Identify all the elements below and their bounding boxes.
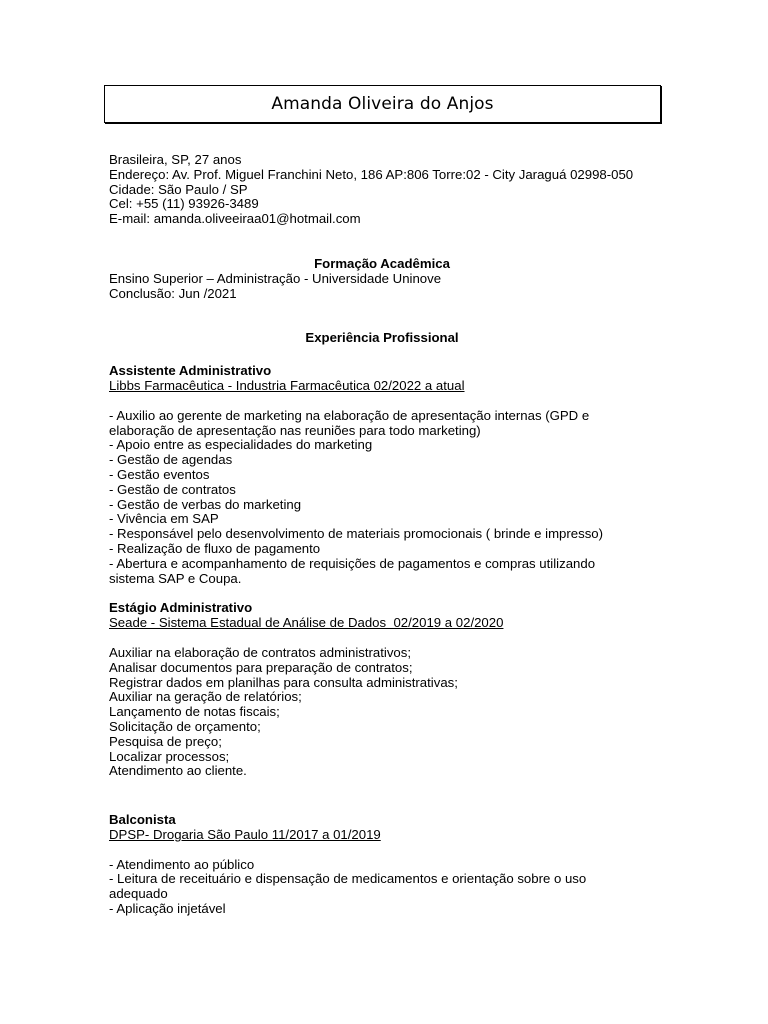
job-item: Lançamento de notas fiscais;	[109, 704, 280, 720]
job-item: - Leitura de receituário e dispensação de medicamentos e orientação sobre o uso	[109, 871, 587, 887]
job-item: sistema SAP e Coupa.	[109, 570, 242, 586]
job-item: - Responsável pelo desenvolvimento de materiais promocionais ( brinde e impresso)	[109, 526, 604, 542]
job-item: - Gestão de agendas	[109, 452, 233, 468]
name-header-box	[104, 85, 661, 123]
job-title: Balconista	[109, 812, 176, 828]
job-item: Analisar documentos para preparação de contratos;	[109, 659, 413, 675]
job-entry	[109, 601, 669, 779]
personal-info	[109, 153, 669, 227]
address: Endereço: Av. Prof. Miguel Franchini Neto, 186 AP:806 Torre:02 - City Jaraguá 02998-050	[109, 166, 634, 182]
job-item: elaboração de apresentação nas reuniões para todo marketing)	[109, 422, 481, 438]
job-item: Auxiliar na geração de relatórios;	[109, 689, 302, 705]
job-item: Auxiliar na elaboração de contratos administrativos;	[109, 644, 412, 660]
job-item: Localizar processos;	[109, 748, 230, 764]
job-company: Seade - Sistema Estadual de Análise de Dados 02/2019 a 02/2020	[109, 615, 504, 631]
job-title: Estágio Administrativo	[109, 600, 253, 616]
nationality-age: Brasileira, SP, 27 anos	[109, 152, 242, 167]
job-item: Atendimento ao cliente.	[109, 763, 247, 779]
job-company: Libbs Farmacêutica - Industria Farmacêutica 02/2022 a atual	[109, 377, 465, 393]
education-section	[109, 257, 669, 301]
job-item: - Gestão de contratos	[109, 481, 236, 497]
job-entry	[109, 364, 669, 586]
education-course: Ensino Superior – Administração - Universidade Uninove	[109, 270, 442, 286]
city: Cidade: São Paulo / SP	[109, 181, 248, 197]
experience-heading: Experiência Profissional	[305, 330, 459, 346]
job-title: Assistente Administrativo	[109, 363, 272, 379]
job-item: - Abertura e acompanhamento de requisições de pagamentos e compras utilizando	[109, 555, 596, 571]
job-item: - Gestão de verbas do marketing	[109, 496, 302, 512]
job-item: adequado	[109, 886, 168, 902]
experience-section	[109, 331, 669, 917]
job-company: DPSP- Drogaria São Paulo 11/2017 a 01/2019	[109, 826, 381, 842]
job-item: - Aplicação injetável	[109, 901, 226, 917]
job-item: - Atendimento ao público	[109, 856, 255, 872]
job-item: Solicitação de orçamento;	[109, 718, 261, 734]
job-item: - Realização de fluxo de pagamento	[109, 540, 321, 556]
job-item: Registrar dados em planilhas para consulta administrativas;	[109, 674, 458, 690]
education-heading: Formação Acadêmica	[314, 255, 450, 271]
job-item: - Auxilio ao gerente de marketing na elaboração de apresentação internas (GPD e	[109, 407, 590, 423]
resume-body	[109, 153, 669, 917]
job-item: - Gestão eventos	[109, 466, 210, 482]
candidate-name: Amanda Oliveira do Anjos	[271, 94, 494, 114]
phone: Cel: +55 (11) 93926-3489	[109, 196, 259, 212]
email: E-mail: amanda.oliveeiraa01@hotmail.com	[109, 211, 361, 227]
job-item: - Vivência em SAP	[109, 511, 219, 527]
job-item: Pesquisa de preço;	[109, 733, 222, 749]
job-entry	[109, 813, 669, 917]
job-item: - Apoio entre as especialidades do marketing	[109, 437, 373, 453]
education-conclusion: Conclusão: Jun /2021	[109, 285, 237, 301]
